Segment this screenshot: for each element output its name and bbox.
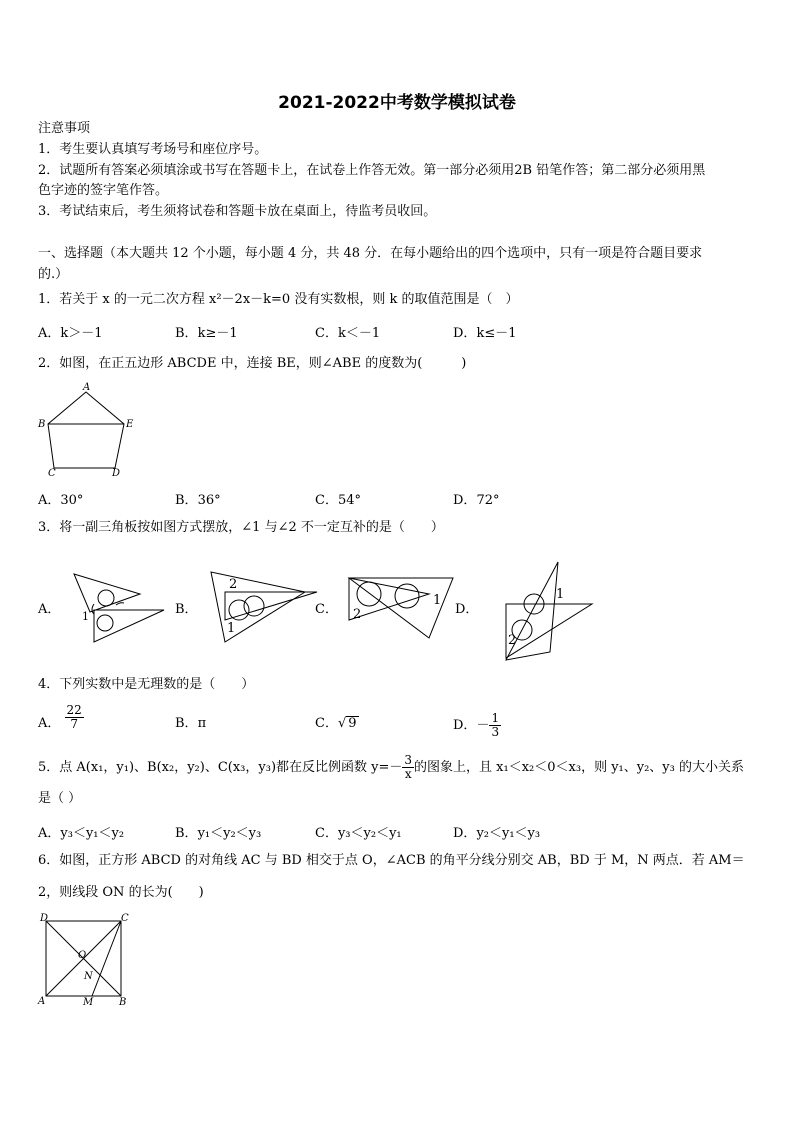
angle-label: 1 (556, 587, 565, 602)
triangle-set-figure-b (205, 568, 325, 646)
notice-item: 1．考生要认真填写考场号和座位序号。 (38, 142, 268, 157)
figure-label: B (38, 419, 46, 430)
option-d[interactable] (453, 322, 516, 341)
option-a[interactable] (38, 703, 84, 731)
option-c[interactable] (315, 712, 359, 731)
option-text: 54° (337, 493, 361, 508)
option-label: B． (175, 493, 198, 508)
question-2-stem: 2．如图，在正五边形 ABCDE 中，连接 BE，则∠ABE 的度数为( ) (38, 356, 467, 371)
numerator: 22 (66, 703, 82, 717)
option-text: y₃＜y₂＜y₁ (337, 826, 402, 841)
figure-label: D (112, 468, 121, 479)
fraction (402, 754, 414, 781)
notice-item: 3．考试结束后，考生须将试卷和答题卡放在桌面上，待监考员收回。 (38, 204, 437, 219)
question-1-stem: 1．若关于 x 的一元二次方程 x²－2x－k=0 没有实数根，则 k 的取值范围是（ ） (38, 292, 519, 307)
option-c[interactable] (315, 822, 402, 841)
option-d[interactable] (453, 712, 501, 739)
option-label: A． (38, 326, 61, 341)
numerator: 3 (404, 753, 413, 767)
figure-label: B (119, 997, 127, 1008)
option-label: C． (315, 326, 338, 341)
option-b[interactable] (175, 822, 261, 841)
option-a[interactable] (38, 822, 124, 841)
option-a[interactable]: A． (38, 602, 61, 617)
notice-item: 色字迹的签字笔作答。 (38, 183, 169, 198)
angle-label: 1 (227, 621, 236, 636)
figure-label: M (83, 997, 94, 1008)
option-c[interactable] (315, 489, 361, 508)
sqrt-icon: √ (337, 716, 347, 731)
option-label: A． (38, 493, 61, 508)
option-a[interactable] (38, 489, 83, 508)
option-text: 72° (476, 493, 500, 508)
page-title: 2021-2022中考数学模拟试卷 (278, 93, 516, 113)
angle-label: 1 (433, 593, 442, 608)
option-label: D． (453, 493, 477, 508)
option-d[interactable] (453, 489, 499, 508)
option-c[interactable]: C． (315, 602, 338, 617)
notice-heading: 注意事项 (38, 121, 91, 136)
figure-label: A (83, 382, 91, 393)
question-5-options (38, 822, 758, 842)
option-d[interactable] (453, 822, 540, 841)
question-1-options (38, 322, 758, 342)
numerator: 1 (491, 711, 500, 725)
question-6-stem-cont: 2，则线段 ON 的长为( ) (38, 885, 204, 900)
question-4-stem: 4．下列实数中是无理数的是（ ） (38, 677, 255, 692)
option-text: k≤－1 (476, 326, 517, 341)
option-text: y₂＜y₁＜y₃ (476, 826, 541, 841)
option-text: 30° (60, 493, 84, 508)
figure-label: D (40, 913, 49, 924)
denominator: x (404, 767, 412, 781)
angle-label: 2 (229, 577, 238, 592)
question-5-stem (38, 754, 744, 781)
triangle-set-figure-c (345, 572, 460, 642)
angle-label: 1 (82, 610, 89, 623)
option-label: B． (175, 326, 198, 341)
figure-label: C (48, 468, 56, 479)
option-text: k＞－1 (60, 326, 103, 341)
notice-item: 2．试题所有答案必须填涂或书写在答题卡上，在试卷上作答无效。第一部分必须用2B 铅笔作答；第二部分必须用黑 (38, 163, 706, 178)
denominator: 7 (70, 717, 78, 731)
option-label: B． (175, 826, 198, 841)
option-label: C． (315, 826, 338, 841)
option-a[interactable] (38, 322, 103, 341)
option-text: π (197, 716, 207, 731)
question-2-options (38, 489, 758, 509)
angle-label: 2 (508, 633, 517, 648)
option-b[interactable] (175, 712, 206, 731)
option-b[interactable] (175, 322, 238, 341)
denominator: 3 (491, 725, 500, 739)
option-label: C． (315, 716, 338, 731)
stem-part: 的图象上，且 x₁＜x₂＜0＜x₃，则 y₁、y₂、y₃ 的大小关系 (414, 760, 744, 775)
question-4-options (38, 702, 758, 740)
figure-label: E (126, 419, 134, 430)
option-label: A． (38, 826, 61, 841)
question-5-stem-cont: 是（ ） (38, 791, 82, 806)
option-text: k＜－1 (337, 326, 381, 341)
option-label: A． (38, 716, 61, 731)
triangle-set-figure-d (498, 558, 598, 662)
option-label: C． (315, 493, 338, 508)
option-c[interactable] (315, 322, 380, 341)
option-text: 36° (197, 493, 221, 508)
option-text: y₁＜y₂＜y₃ (197, 826, 262, 841)
figure-label: N (84, 971, 93, 982)
triangle-set-figure-a (68, 570, 168, 645)
option-b[interactable] (175, 489, 221, 508)
option-label: B． (175, 716, 198, 731)
angle-label: 2 (353, 607, 362, 622)
option-text: 9 (348, 716, 357, 731)
square-figure (36, 913, 136, 1008)
option-d[interactable]: D． (455, 602, 479, 617)
fraction (65, 704, 84, 731)
question-3-stem: 3．将一副三角板按如图方式摆放，∠1 与∠2 不一定互补的是（ ） (38, 520, 444, 535)
option-label: D． (453, 326, 477, 341)
pentagon-figure (36, 382, 146, 479)
figure-label: A (38, 996, 46, 1007)
option-text: k≥－1 (197, 326, 238, 341)
section-heading-cont: 的.） (38, 267, 69, 282)
option-label: D． (453, 826, 477, 841)
question-6-stem: 6．如图，正方形 ABCD 的对角线 AC 与 BD 相交于点 O，∠ACB 的角平分线分别交 AB，BD 于 M，N 两点．若 AM＝ (38, 853, 745, 868)
option-b[interactable]: B． (175, 602, 198, 617)
fraction (489, 712, 501, 739)
section-heading: 一、选择题（本大题共 12 个小题，每小题 4 分，共 48 分．在每小题给出的四个选项中，只有一项是符合题目要求 (38, 246, 703, 261)
option-text: y₃＜y₁＜y₂ (60, 826, 125, 841)
figure-label: C (121, 913, 129, 924)
stem-part: 5．点 A(x₁，y₁)、B(x₂，y₂)、C(x₃，y₃)都在反比例函数 y=－ (38, 760, 403, 775)
option-label: D． (453, 718, 477, 733)
option-sign: － (476, 718, 490, 733)
figure-label: O (78, 950, 87, 961)
